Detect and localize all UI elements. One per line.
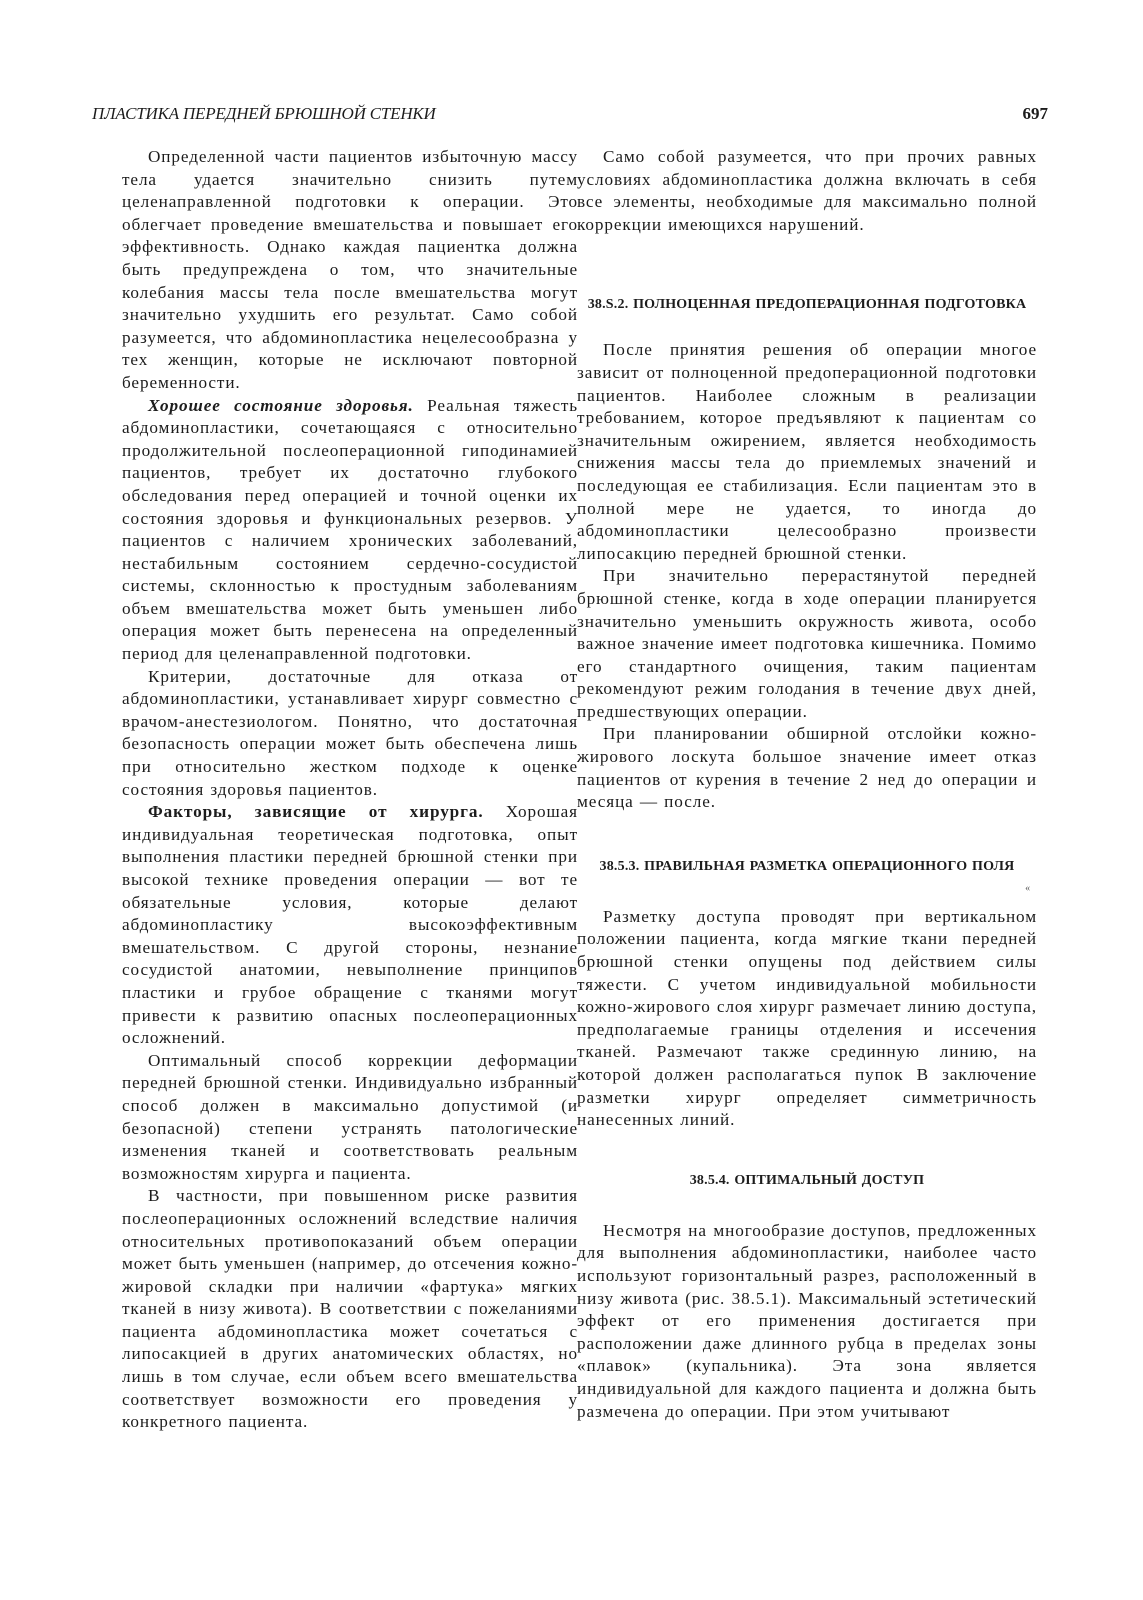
paragraph: В частности, при повышенном риске развития послеоперационных осложнений вследствие наличия относительных противопоказаний объем операции может быть уменьшен (например, до отсечения кожно-жировой складки при наличии «фартука» мягких тканей в низу живота). В соответствии с пожеланиями пациента абдоминопластика может сочетаться с липосакцией в других анатомических областях, но лишь в том случае, если объем всего вмешательства соответствует возможности его проведения у конкретного пациента. bbox=[122, 1186, 578, 1432]
paragraph-lead: Факторы, зависящие от хирурга. bbox=[148, 802, 484, 822]
section-heading: 38.S.2. ПОЛНОЦЕННАЯ ПРЕДОПЕРАЦИОННАЯ ПОДГОТОВКА bbox=[587, 297, 1027, 313]
paragraph: После принятия решения об операции многое зависит от полноценной предоперационной подготовки пациентов. Наиболее сложным в реализации требованием, которое предъявляют к пациентам со значительным ожирением, является необходимость снижения массы тела до приемлемых значений и последующая ее стабилизация. Если пациентам это в полной мере не удается, то иногда до абдоминопластики целесообразно произвести липосакцию передней брюшной стенки. bbox=[577, 340, 1037, 563]
paragraph-text: Реальная тяжесть абдоминопластики, сочетающаяся с относительно продолжительной послеоперационной гиподинамией пациентов, требует их достаточно глубокого обследования перед операцией и точной оценки их состояния здоровья и функциональных резервов. У пациентов с наличием хронических заболеваний, нестабильным состоянием сердечно-сосудистой системы, склонностью к простудным заболеваниям объем вмешательства может быть уменьшен либо операция может быть перенесена на определенный период для целенаправленной подготовки. bbox=[122, 395, 578, 664]
paragraph: При значительно перерастянутой передней брюшной стенке, когда в ходе операции планируется значительно уменьшить окружность живота, особо важное значение имеет подготовка кишечника. Помимо его стандартного очищения, таким пациентам рекомендуют режим голодания в течение двух дней, предшествующих операции. bbox=[577, 566, 1037, 721]
paragraph: Несмотря на многообразие доступов, предложенных для выполнения абдоминопластики, наиболее часто используют горизонтальный разрез, расположенный в низу живота (рис. 38.5.1). Максимальный эстетический эффект от его применения достигается при расположении даже длинного рубца в пределах зоны «плавок» (купальника). Эта зона является индивидуальной для каждого пациента и должна быть размечена до операции. При этом учитывают bbox=[577, 1220, 1037, 1421]
paragraph-lead: Хорошее состояние здоровья. bbox=[148, 395, 414, 415]
paragraph: Само собой разумеется, что при прочих равных условиях абдоминопластика должна включать в себя все элементы, необходимые для максимально полной коррекции имеющихся нарушений. bbox=[577, 147, 1037, 234]
section-heading: 38.5.3. ПРАВИЛЬНАЯ РАЗМЕТКА ОПЕРАЦИОННОГО ПОЛЯ bbox=[599, 858, 1015, 874]
spacer bbox=[577, 1132, 1037, 1172]
paragraph: Определенной части пациентов избыточную массу тела удается значительно снизить путем целенаправленной подготовки к операции. Это облегчает проведение вмешательства и повышает его эффективность. Однако каждая пациентка должна быть предупреждена о том, что значительные колебания массы тела после вмешательства могут значительно ухудшить его результат. Само собой разумеется, что абдоминопластика нецелесообразна у тех женщин, которые не исключают повторной беременности. bbox=[122, 147, 578, 392]
stray-mark: « bbox=[1025, 882, 1031, 894]
spacer bbox=[577, 314, 1037, 339]
paragraph bbox=[122, 801, 578, 1050]
spacer bbox=[577, 876, 1037, 906]
section-heading: 38.5.4. ОПТИМАЛЬНЫЙ ДОСТУП bbox=[689, 1172, 925, 1188]
spacer bbox=[577, 1190, 1037, 1220]
page-number: 697 bbox=[1022, 104, 1048, 123]
spacer bbox=[577, 236, 1037, 296]
paragraph: При планировании обширной отслойки кожно-жирового лоскута большое значение имеет отказ пациентов от курения в течение 2 нед до операции и месяца — после. bbox=[577, 724, 1037, 812]
paragraph bbox=[122, 395, 578, 666]
right-column bbox=[577, 146, 1037, 1423]
left-column bbox=[122, 146, 578, 1434]
paragraph: Разметку доступа проводят при вертикальном положении пациента, когда мягкие ткани передней брюшной стенки опущены под действием силы тяжести. С учетом индивидуальной мобильности кожно-жирового слоя хирург размечает линию доступа, предполагаемые границы отделения и иссечения тканей. Размечают также срединную линию, на которой должен располагаться пупок В заключение разметки хирург определяет симметричность нанесенных линий. bbox=[577, 906, 1037, 1130]
paragraph: Критерии, достаточные для отказа от абдоминопластики, устанавливает хирург совместно с врачом-анестезиологом. Понятно, что достаточная безопасность операции может быть обеспечена лишь при относительно жестком подходе к оценке состояния здоровья пациентов. bbox=[122, 666, 578, 799]
running-title: ПЛАСТИКА ПЕРЕДНЕЙ БРЮШНОЙ СТЕНКИ bbox=[92, 104, 436, 123]
spacer bbox=[577, 814, 1037, 858]
paragraph-text: Хорошая индивидуальная теоретическая подготовка, опыт выполнения пластики передней брюшной стенки при высокой технике проведения операции — вот те обязательные условия, которые делают абдоминопластику высокоэффективным вмешательством. С другой стороны, незнание сосудистой анатомии, невыполнение принципов пластики и грубое обращение с тканями могут привести к развитию опасных послеоперационных осложнений. bbox=[122, 802, 578, 1048]
paragraph: Оптимальный способ коррекции деформации передней брюшной стенки. Индивидуально избранный способ должен в максимально допустимой (и безопасной) степени устранять патологические изменения тканей и соответствовать реальным возможностям хирурга и пациента. bbox=[122, 1050, 578, 1183]
